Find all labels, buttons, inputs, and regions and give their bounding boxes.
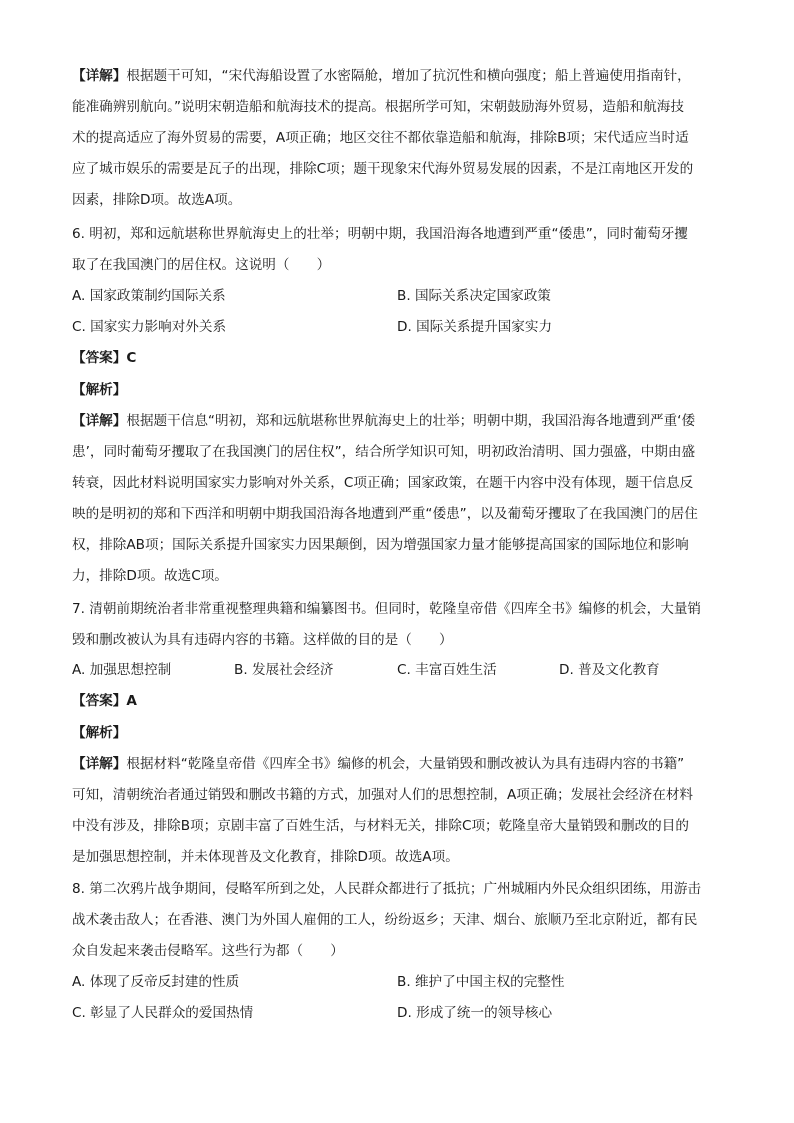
q5-detail-line-4: 应了城市娱乐的需要是瓦子的出现，排除C项；题干现象宋代海外贸易发展的因素，不是江南地区开发的: [72, 161, 694, 177]
q8-option-a: A. 体现了反帝反封建的性质: [72, 974, 240, 990]
q6-detail-line-5: 权，排除AB项；国际关系提升国家实力因果颠倒，因为增强国家力量才能够提高国家的国际地位和影响: [72, 537, 689, 553]
q6-detail-line-6: 力，排除D项。故选C项。: [72, 568, 228, 584]
q7-detail-line-2: 可知，清朝统治者通过销毁和删改书籍的方式，加强对人们的思想控制，A项正确；发展社会经济在材料: [72, 787, 694, 803]
q7-option-a: A. 加强思想控制: [72, 662, 172, 678]
q5-detail-line-1: 【详解】根据题干可知，“宋代海船设置了水密隔舱，增加了抗沉性和横向强度；船上普遍使用指南针，: [72, 68, 691, 84]
q6-stem-line-2: 取了在我国澳门的居住权。这说明（ ）: [72, 257, 331, 273]
q8-stem-line-3: 众自发起来袭击侵略军。这些行为都（ ）: [72, 943, 344, 959]
q6-option-c: C. 国家实力影响对外关系: [72, 319, 227, 335]
q6-analysis-label: 【解析】: [72, 382, 127, 398]
q5-detail-line-3: 术的提高适应了海外贸易的需要，A项正确；地区交往不都依靠造船和航海，排除B项；宋代适应当时适: [72, 130, 689, 146]
q7-detail-line-4: 是加强思想控制，并未体现普及文化教育，排除D项。故选A项。: [72, 849, 459, 865]
q7-detail-line-3: 中没有涉及，排除B项；京剧丰富了百姓生活，与材料无关，排除C项；乾隆皇帝大量销毁和删改的目的: [72, 818, 689, 834]
q6-detail-line-1: 【详解】根据题干信息“明初，郑和远航堪称世界航海史上的壮举；明朝中期，我国沿海各地遭到严重‘倭: [72, 413, 696, 429]
q6-option-b: B. 国际关系决定国家政策: [397, 288, 551, 304]
q6-stem-line-1: 6. 明初，郑和远航堪称世界航海史上的壮举；明朝中期，我国沿海各地遭到严重“倭患”，同时葡萄牙攫: [72, 226, 688, 242]
q6-option-d: D. 国际关系提升国家实力: [397, 319, 553, 335]
q7-option-b: B. 发展社会经济: [234, 662, 334, 678]
q8-option-b: B. 维护了中国主权的完整性: [397, 974, 565, 990]
q7-answer: 【答案】A: [72, 693, 137, 709]
q8-stem-line-1: 8. 第二次鸦片战争期间，侵略军所到之处，人民群众都进行了抵抗；广州城厢内外民众组织团练，用游击: [72, 881, 702, 897]
q6-detail-line-2: 患’，同时葡萄牙攫取了在我国澳门的居住权”，结合所学知识可知，明初政治清明、国力强盛，中期由盛: [72, 444, 696, 460]
q7-detail-tag: 【详解】: [72, 756, 127, 772]
q8-option-c: C. 彰显了人民群众的爱国热情: [72, 1005, 254, 1021]
q7-option-c: C. 丰富百姓生活: [397, 662, 497, 678]
q6-detail-line-4: 映的是明初的郑和下西洋和明朝中期我国沿海各地遭到严重“倭患”，以及葡萄牙攫取了在我国澳门的居住: [72, 506, 698, 522]
q7-analysis-label: 【解析】: [72, 725, 127, 741]
q7-detail-line-1: 【详解】根据材料“乾隆皇帝借《四库全书》编修的机会，大量销毁和删改被认为具有违碍内容的书籍”: [72, 756, 685, 772]
q6-detail-line-3: 转衰，因此材料说明国家实力影响对外关系，C项正确；国家政策，在题干内容中没有体现，题干信息反: [72, 475, 694, 491]
q8-stem-line-2: 战术袭击敌人；在香港、澳门为外国人雇佣的工人，纷纷返乡；天津、烟台、旅顺乃至北京附近，都有民: [72, 912, 698, 928]
q7-option-d: D. 普及文化教育: [559, 662, 660, 678]
q5-detail-tag: 【详解】: [72, 68, 127, 84]
q5-detail-line-5: 因素，排除D项。故选A项。: [72, 192, 242, 208]
q7-stem-line-1: 7. 清朝前期统治者非常重视整理典籍和编纂图书。但同时，乾隆皇帝借《四库全书》编修的机会，大量销: [72, 601, 702, 617]
q7-stem-line-2: 毁和删改被认为具有违碍内容的书籍。这样做的目的是（ ）: [72, 632, 453, 648]
q6-option-a: A. 国家政策制约国际关系: [72, 288, 226, 304]
q6-answer: 【答案】C: [72, 350, 137, 366]
q5-detail-line-2: 能准确辨别航向。”说明宋朝造船和航海技术的提高。根据所学可知，宋朝鼓励海外贸易，造船和航海技: [72, 99, 684, 115]
q8-option-d: D. 形成了统一的领导核心: [397, 1005, 553, 1021]
q6-detail-tag: 【详解】: [72, 413, 127, 429]
